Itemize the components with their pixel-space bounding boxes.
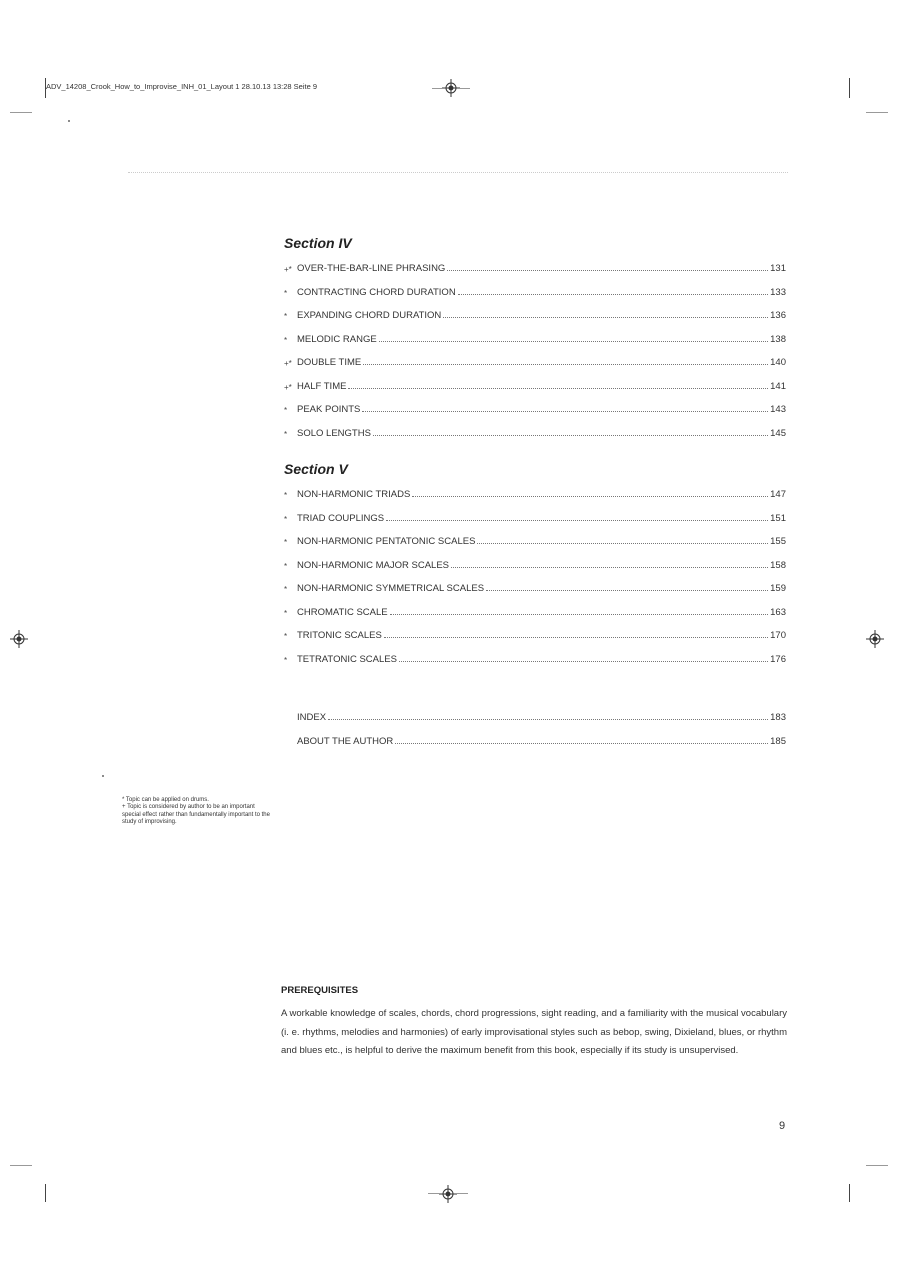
prerequisites-text: A workable knowledge of scales, chords, chord progressions, sight reading, and a familiarity with the musical vocabulary (i. e. rhythms, melodies and harmonies) of early improvisational styles such as bebop, swing, Dixieland, blues, or rhythm and blues etc., is helpful to derive the maximum benefit from this book, especially if its study is unsupervised. (281, 1008, 787, 1056)
toc-page: 147 (770, 489, 786, 500)
toc-page: 143 (770, 404, 786, 415)
toc-label: CONTRACTING CHORD DURATION (297, 286, 456, 298)
toc-entry[interactable] (284, 508, 786, 524)
toc-mark: * (284, 491, 288, 500)
toc-mark: * (284, 335, 288, 345)
toc-label: MELODIC RANGE (297, 333, 377, 345)
toc-mark: +* (284, 382, 292, 392)
leader-dots (328, 719, 768, 720)
toc-entry[interactable] (284, 258, 786, 274)
crop-mark (10, 1165, 32, 1166)
toc-page: 151 (770, 512, 786, 524)
toc-mark: * (284, 406, 288, 415)
leader-dots (386, 520, 768, 521)
leader-dots (451, 567, 768, 568)
toc-label: PEAK POINTS (297, 404, 361, 415)
page-number: 9 (779, 1120, 786, 1132)
toc-mark: * (284, 538, 288, 547)
toc-mark: * (284, 288, 288, 298)
toc-mark: * (284, 429, 288, 439)
toc-entry[interactable] (284, 305, 786, 321)
footnote-line-2: + Topic is considered by author to be an important special effect rather than fundamentally important to the study of improvising. (122, 804, 270, 826)
toc-mark: * (284, 585, 288, 594)
toc-page: 145 (770, 427, 786, 439)
toc-page: 133 (770, 286, 786, 298)
toc-label: NON-HARMONIC SYMMETRICAL SCALES (297, 583, 485, 594)
leader-dots (395, 743, 768, 744)
toc-entry[interactable] (284, 555, 786, 571)
crop-mark (866, 112, 888, 113)
toc-label: TRITONIC SCALES (297, 630, 382, 641)
speck (102, 775, 104, 777)
slug-line: ADV_14208_Crook_How_to_Improvise_INH_01_Layout 1 28.10.13 13:28 Seite 9 (46, 82, 318, 91)
leader-dots (379, 341, 768, 342)
toc-page: 155 (770, 536, 786, 547)
toc-label: EXPANDING CHORD DURATION (297, 310, 442, 321)
registration-mark-icon (442, 79, 460, 97)
toc-label: TRIAD COUPLINGS (297, 512, 385, 524)
leader-dots (486, 590, 768, 591)
toc-label: SOLO LENGTHS (297, 427, 371, 439)
toc-entry[interactable] (284, 578, 786, 594)
toc-mark: * (284, 632, 288, 641)
crop-mark (45, 1184, 46, 1202)
registration-mark-icon (439, 1185, 457, 1203)
toc-label: NON-HARMONIC PENTATONIC SCALES (297, 536, 476, 547)
crop-mark (10, 112, 32, 113)
leader-dots (477, 543, 768, 544)
toc-label: CHROMATIC SCALE (297, 606, 388, 618)
reg-tick (428, 1193, 439, 1194)
leader-dots (373, 435, 768, 436)
toc-label: HALF TIME (297, 380, 347, 392)
dotted-rule (128, 172, 788, 173)
toc-entry[interactable] (284, 282, 786, 298)
toc-label: OVER-THE-BAR-LINE PHRASING (297, 263, 446, 274)
toc-mark: +* (284, 359, 292, 368)
toc-mark: * (284, 312, 288, 321)
toc-entry[interactable] (284, 329, 786, 345)
reg-tick (460, 88, 470, 89)
toc-mark: +* (284, 265, 292, 274)
speck (68, 120, 70, 122)
toc-entry[interactable] (284, 649, 786, 665)
toc-page: 131 (770, 263, 786, 274)
toc-entry[interactable] (284, 625, 786, 641)
registration-mark-icon (866, 630, 884, 648)
leader-dots (458, 294, 768, 295)
toc-page: 163 (770, 606, 786, 618)
crop-mark (849, 78, 850, 98)
toc-page: 176 (770, 653, 786, 665)
crop-mark (849, 1184, 850, 1202)
toc-page: 159 (770, 583, 786, 594)
leader-dots (390, 614, 769, 615)
toc-page: 158 (770, 559, 786, 571)
toc-page: 185 (770, 736, 786, 747)
toc-entry[interactable] (284, 376, 786, 392)
toc-entry[interactable] (284, 352, 786, 368)
toc-mark: * (284, 608, 288, 618)
toc-page: 140 (770, 357, 786, 368)
section-v-title: Section V (284, 461, 348, 477)
toc-label: INDEX (297, 712, 327, 723)
toc-page: 170 (770, 630, 786, 641)
toc-label: DOUBLE TIME (297, 357, 362, 368)
reg-tick (457, 1193, 468, 1194)
leader-dots (384, 637, 768, 638)
toc-entry[interactable] (284, 531, 786, 547)
leader-dots (412, 496, 768, 497)
leader-dots (348, 388, 768, 389)
toc-mark: * (284, 561, 288, 571)
leader-dots (399, 661, 768, 662)
leader-dots (363, 364, 768, 365)
footnote (122, 797, 272, 827)
toc-entry-index[interactable] (284, 707, 786, 723)
section-iv-title: Section IV (284, 235, 352, 251)
toc-entry-about-author[interactable] (284, 731, 786, 747)
footnote-line-1: * Topic can be applied on drums. (122, 797, 209, 803)
toc-entry[interactable] (284, 399, 786, 415)
toc-label: TETRATONIC SCALES (297, 653, 397, 665)
toc-mark: * (284, 514, 288, 524)
crop-mark (866, 1165, 888, 1166)
toc-entry[interactable] (284, 423, 786, 439)
toc-entry[interactable] (284, 484, 786, 500)
toc-label: NON-HARMONIC MAJOR SCALES (297, 559, 450, 571)
toc-entry[interactable] (284, 602, 786, 618)
registration-mark-icon (10, 630, 28, 648)
toc-page: 136 (770, 310, 786, 321)
leader-dots (447, 270, 768, 271)
toc-label: ABOUT THE AUTHOR (297, 736, 394, 747)
toc-page: 183 (770, 712, 786, 723)
leader-dots (362, 411, 768, 412)
toc-page: 141 (770, 380, 786, 392)
toc-page: 138 (770, 333, 786, 345)
reg-tick (432, 88, 442, 89)
leader-dots (443, 317, 768, 318)
toc-label: NON-HARMONIC TRIADS (297, 489, 411, 500)
toc-mark: * (284, 655, 288, 665)
prerequisites-heading: PREREQUISITES (281, 985, 359, 996)
